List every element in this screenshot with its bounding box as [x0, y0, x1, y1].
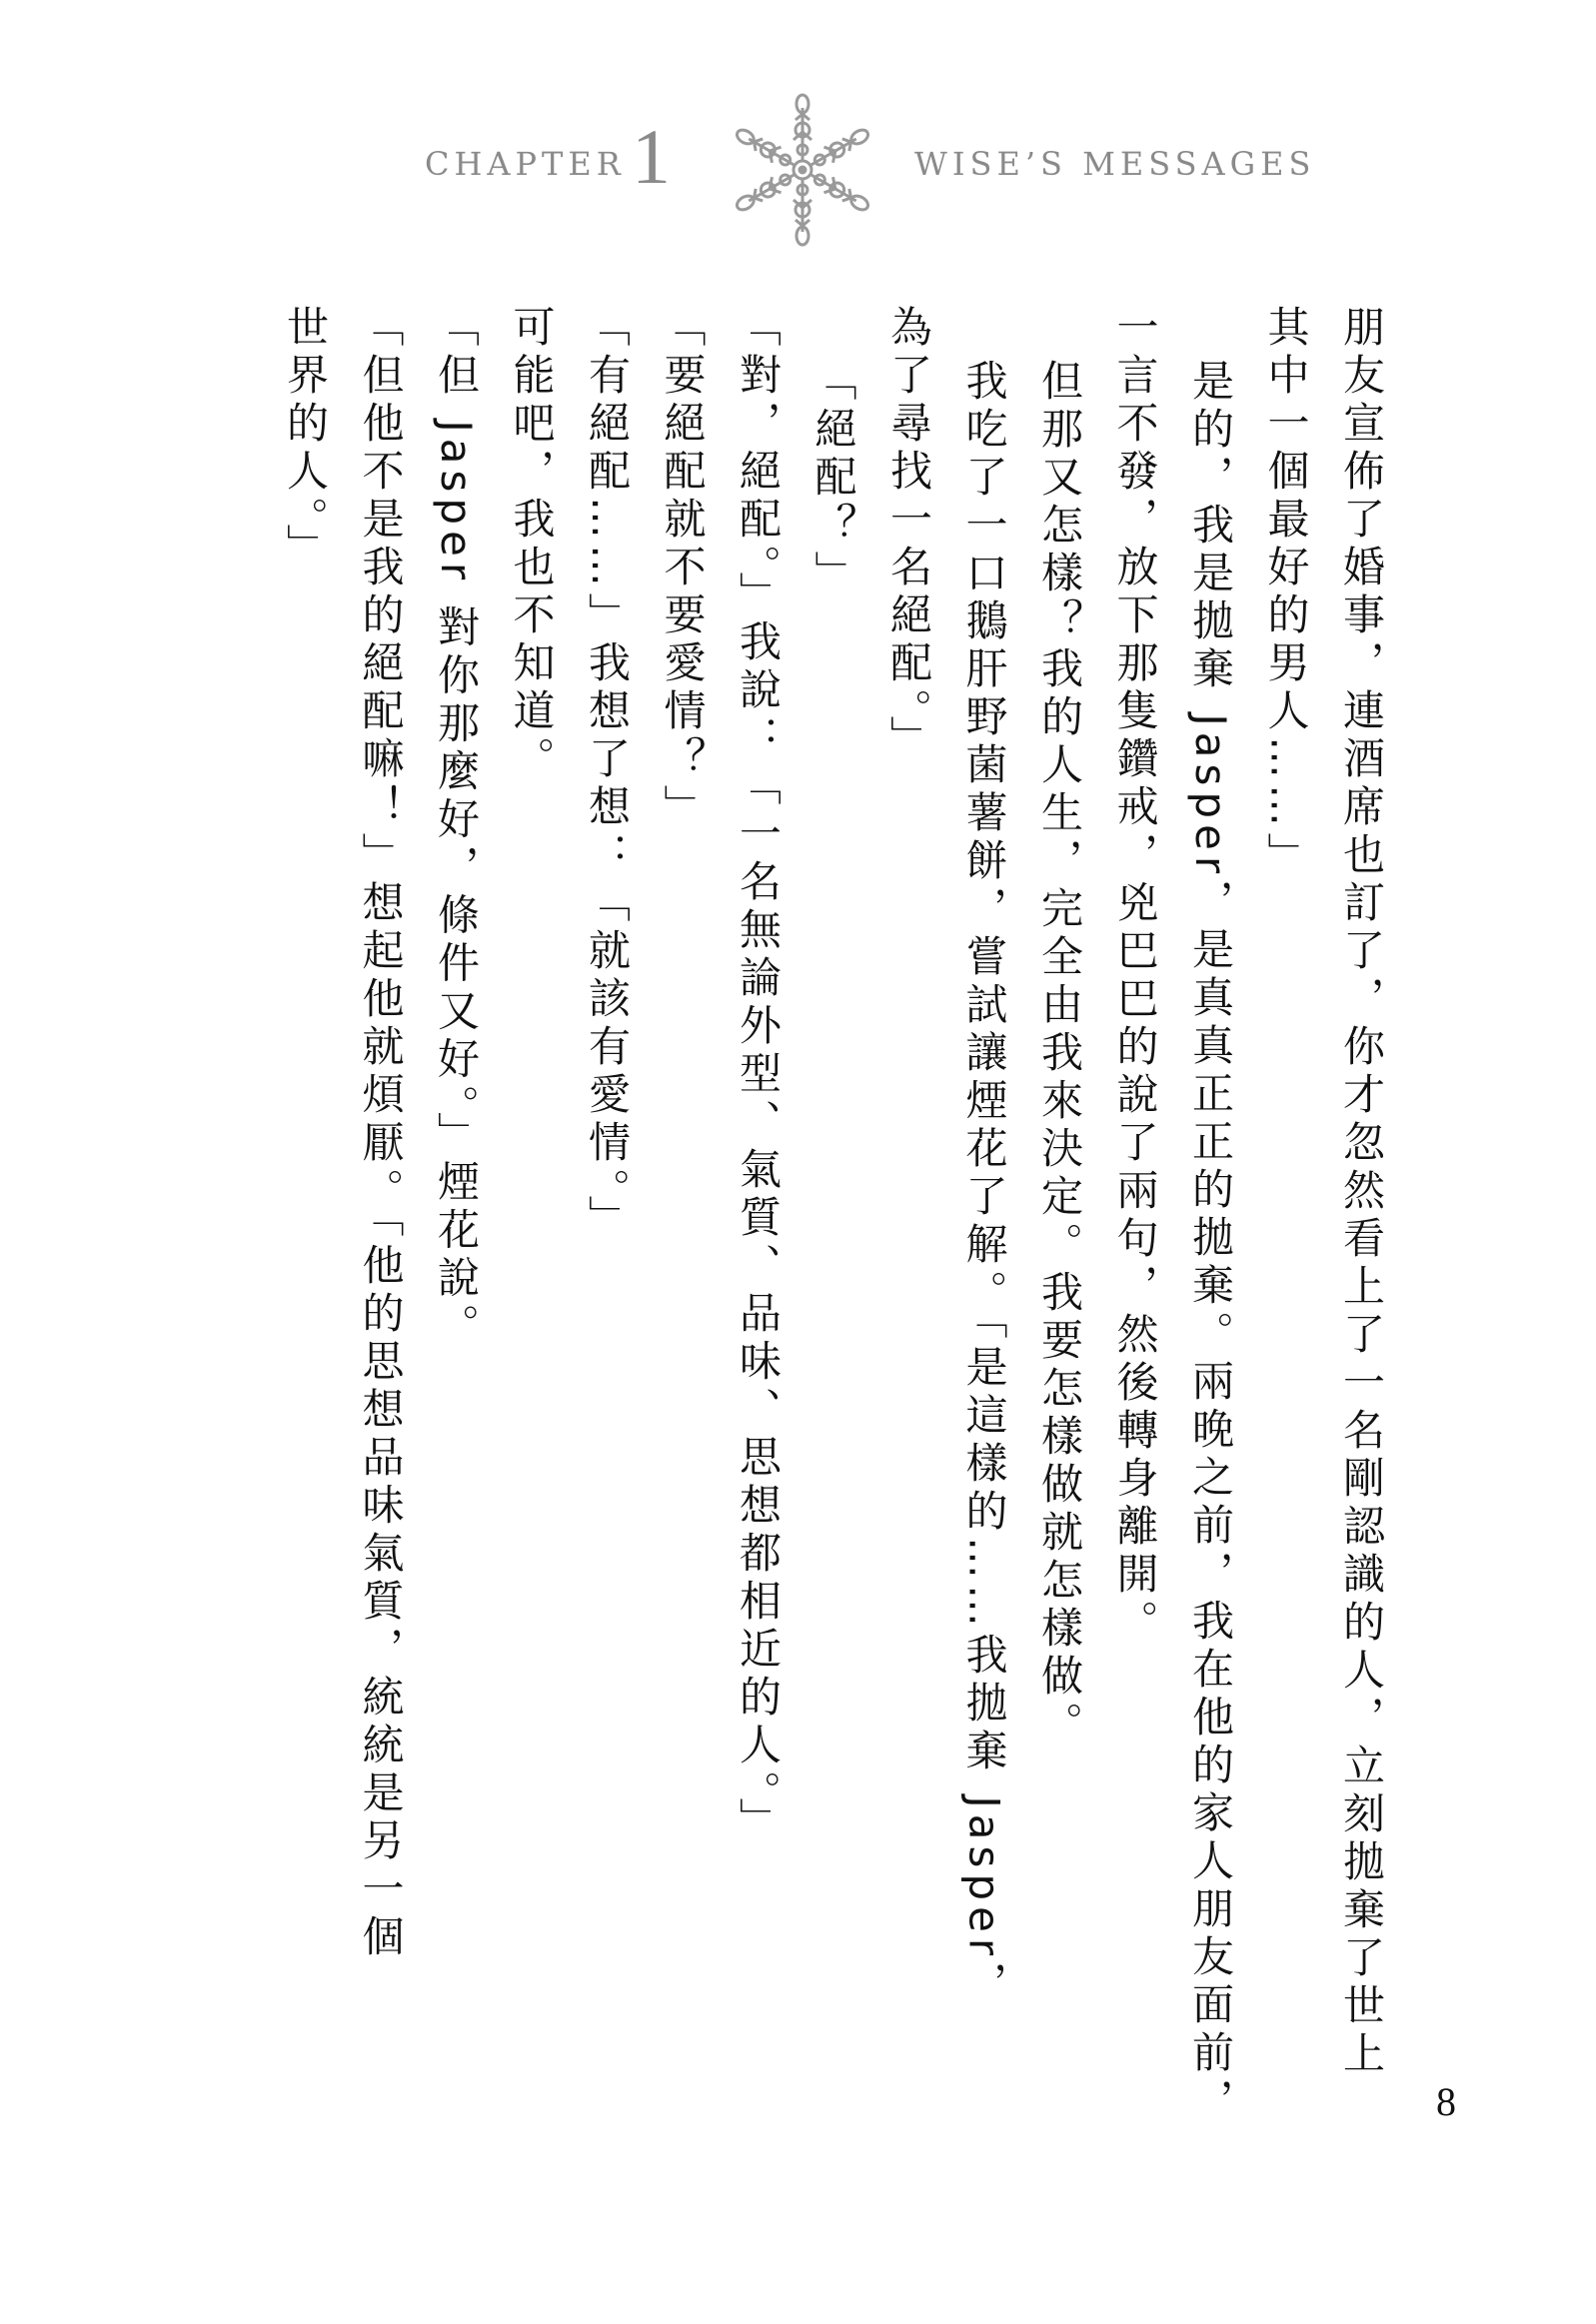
- text-column: 我吃了一口鵝肝野菌薯餅，嘗試讓煙花了解。「是這樣的……我拋棄 Jasper，: [959, 359, 1009, 2010]
- text-column: 「但 Jasper 對你那麼好，條件又好。」煙花說。: [432, 305, 481, 1352]
- text-column: 一言不發，放下那隻鑽戒，兇巴巴的說了兩句，然後轉身離開。: [1110, 305, 1160, 1648]
- text-column: 其中一個最好的男人……」: [1261, 305, 1311, 880]
- text-column: 但那又怎樣？我的人生，完全由我來決定。我要怎樣做就怎樣做。: [1035, 359, 1084, 1749]
- text-column: 「對，絕配。」我說：「一名無論外型、氣質、品味、思想都相近的人。」: [734, 305, 783, 1845]
- text-column: 朋友宣佈了婚事，連酒席也訂了，你才忽然看上了一名剛認識的人，立刻拋棄了世上: [1337, 305, 1386, 2079]
- text-column: 是的，我是拋棄 Jasper，是真真正正的拋棄。兩晚之前，我在他的家人朋友面前，: [1186, 359, 1235, 2127]
- text-column: 世界的人。」: [281, 305, 330, 572]
- text-column: 可能吧，我也不知道。: [507, 305, 557, 784]
- text-column: 「有絕配……」我想了想：「就該有愛情。」: [583, 305, 632, 1243]
- text-column: 為了尋找一名絕配。」: [884, 305, 933, 763]
- text-column: 「但他不是我的絕配嘛！」想起他就煩厭。「他的思想品味氣質，統統是另一個: [356, 305, 406, 1962]
- text-column: 「絕配？」: [808, 359, 858, 598]
- page-number: 8: [1436, 2079, 1456, 2124]
- chapter-label: CHAPTER: [425, 145, 626, 183]
- text-column: 「要絕配就不要愛情？」: [658, 305, 708, 832]
- snowflake-icon: [718, 85, 887, 255]
- chapter-title: WISE’S MESSAGES: [914, 145, 1316, 183]
- chapter-number: 1: [632, 113, 671, 200]
- vertical-body-text: [260, 305, 1399, 2127]
